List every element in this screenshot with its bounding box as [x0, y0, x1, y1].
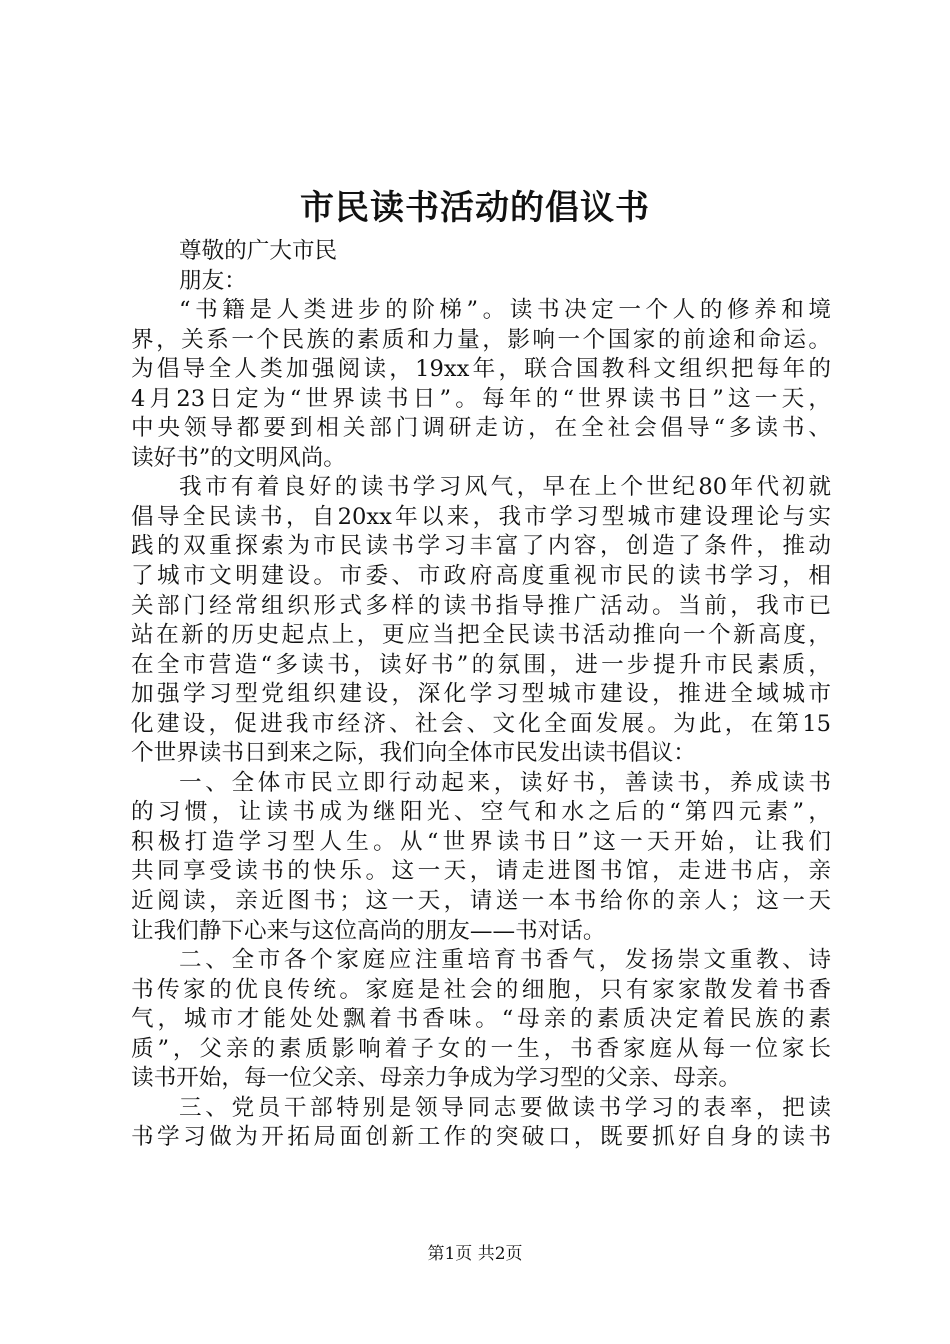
body-line: 三、党员干部特别是领导同志要做读书学习的表率，把读: [179, 1094, 831, 1121]
body-line: 的习惯，让读书成为继阳光、空气和水之后的“第四元素”，: [131, 799, 831, 826]
body-line: 质”，父亲的素质影响着子女的一生，书香家庭从每一位家长: [131, 1035, 831, 1062]
body-line: 中央领导都要到相关部门调研走访，在全社会倡导“多读书、: [131, 415, 831, 442]
body-line: 读书开始，每一位父亲、母亲力争成为学习型的父亲、母亲。: [131, 1065, 742, 1092]
body-line: 界，关系一个民族的素质和力量，影响一个国家的前途和命运。: [131, 326, 831, 353]
body-line: 气，城市才能处处飘着书香味。“母亲的素质决定着民族的素: [131, 1006, 831, 1033]
body-line: 关部门经常组织形式多样的读书指导推广活动。当前，我市已: [131, 592, 831, 619]
body-line: 朋友：: [179, 267, 247, 294]
document-body: [131, 237, 831, 1153]
body-line: 一、全体市民立即行动起来，读好书，善读书，养成读书: [179, 769, 831, 796]
body-line: 书学习做为开拓局面创新工作的突破口，既要抓好自身的读书: [131, 1124, 831, 1151]
body-line: 了城市文明建设。市委、市政府高度重视市民的读书学习，相: [131, 563, 831, 590]
body-line: 共同享受读书的快乐。这一天，请走进图书馆，走进书店，亲: [131, 858, 831, 885]
body-line: 近阅读，亲近图书；这一天，请送一本书给你的亲人；这一天: [131, 888, 831, 915]
body-line: 让我们静下心来与这位高尚的朋友——书对话。: [131, 917, 606, 944]
body-line: 尊敬的广大市民: [179, 238, 338, 264]
body-line: “书籍是人类进步的阶梯”。读书决定一个人的修养和境: [179, 297, 831, 324]
body-line: 4月23日定为“世界读书日”。每年的“世界读书日”这一天，: [131, 385, 831, 412]
body-line: 我市有着良好的读书学习风气，早在上个世纪80年代初就: [179, 474, 831, 501]
page-footer: 第1页 共2页: [427, 1244, 523, 1264]
body-line: 在全市营造“多读书，读好书”的氛围，进一步提升市民素质，: [131, 651, 831, 678]
body-line: 为倡导全人类加强阅读，19xx年，联合国教科文组织把每年的: [131, 356, 831, 383]
body-line: 倡导全民读书，自20xx年以来，我市学习型城市建设理论与实: [131, 503, 831, 530]
body-line: 化建设，促进我市经济、社会、文化全面发展。为此，在第15: [131, 710, 831, 737]
body-line: 加强学习型党组织建设，深化学习型城市建设，推进全域城市: [131, 681, 831, 708]
body-line: 读好书”的文明风尚。: [131, 444, 346, 471]
body-line: 站在新的历史起点上，更应当把全民读书活动推向一个新高度，: [131, 622, 831, 649]
body-line: 二、全市各个家庭应注重培育书香气，发扬崇文重教、诗: [179, 947, 831, 974]
body-line: 积极打造学习型人生。从“世界读书日”这一天开始，让我们: [131, 828, 831, 855]
document-title: 市民读书活动的倡议书: [300, 188, 650, 228]
body-line: 践的双重探索为市民读书学习丰富了内容，创造了条件，推动: [131, 533, 831, 560]
body-line: 书传家的优良传统。家庭是社会的细胞，只有家家散发着书香: [131, 976, 831, 1003]
body-line: 个世界读书日到来之际，我们向全体市民发出读书倡议：: [131, 740, 696, 767]
